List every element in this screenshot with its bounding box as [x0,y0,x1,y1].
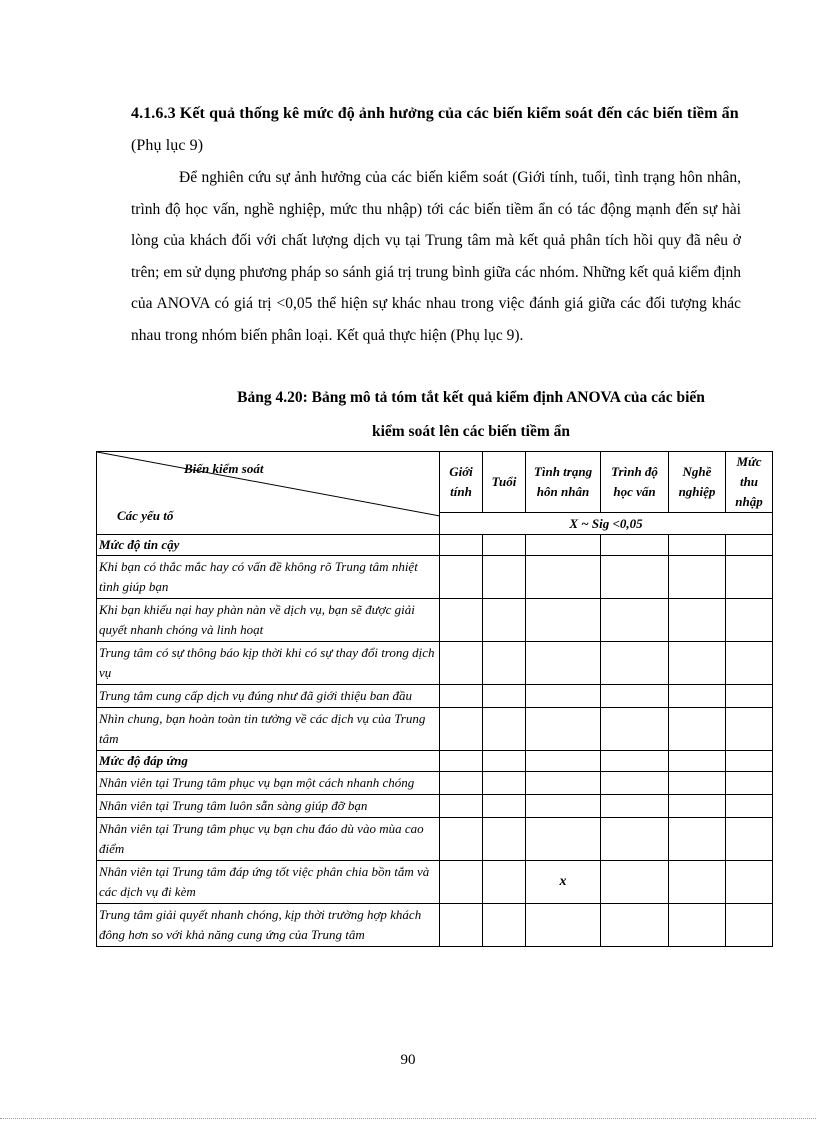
result-cell [726,904,773,947]
result-cell [601,904,669,947]
result-cell [601,861,669,904]
table-row [97,708,773,751]
result-cell [526,556,601,599]
result-cell [440,708,483,751]
result-cell [601,818,669,861]
result-cell [483,642,526,685]
table-row [97,772,773,795]
column-header: Giới tính [440,452,483,513]
table-header-row [97,452,773,513]
row-label: Trung tâm giải quyết nhanh chóng, kịp thời trường hợp khách đông hơn so với khả năng cung ứng của Trung tâm [97,904,440,947]
table-caption-line-1: Bảng 4.20: Bảng mô tả tóm tắt kết quả kiểm định ANOVA của các biến [237,389,705,406]
result-cell [601,599,669,642]
result-cell [440,685,483,708]
result-cell [669,599,726,642]
table-row [97,904,773,947]
result-cell [669,685,726,708]
section-heading [131,98,743,162]
page-footer-divider [0,1118,816,1119]
section-heading-bold: 4.1.6.3 Kết quả thống kê mức độ ảnh hưởng của các biến kiểm soát đến các biến tiềm ẩn [131,105,739,122]
result-cell [601,556,669,599]
column-header: Nghề nghiệp [669,452,726,513]
table-row [97,685,773,708]
anova-summary-table [96,451,773,947]
result-cell [726,642,773,685]
result-cell [526,642,601,685]
empty-cell [601,751,669,772]
result-cell [440,861,483,904]
row-label: Trung tâm có sự thông báo kịp thời khi có sự thay đổi trong dịch vụ [97,642,440,685]
empty-cell [601,535,669,556]
result-cell [440,599,483,642]
table-caption [131,381,811,449]
result-cell [526,772,601,795]
group-label: Mức độ tin cậy [97,535,440,556]
empty-cell [526,535,601,556]
significance-subheader: X ~ Sig <0,05 [440,513,773,535]
result-cell [483,818,526,861]
column-header: Tuổi [483,452,526,513]
empty-cell [483,535,526,556]
result-cell [669,818,726,861]
result-cell [483,904,526,947]
result-cell [726,861,773,904]
result-cell [440,556,483,599]
table-row [97,795,773,818]
result-cell [440,772,483,795]
result-cell [483,795,526,818]
result-cell [726,708,773,751]
row-label: Trung tâm cung cấp dịch vụ đúng như đã giới thiệu ban đầu [97,685,440,708]
result-cell [526,795,601,818]
result-cell [526,685,601,708]
result-cell [726,772,773,795]
empty-cell [483,751,526,772]
result-cell [726,818,773,861]
table-row [97,556,773,599]
result-cell [669,708,726,751]
page-number: 90 [400,1052,416,1068]
significance-mark: x [526,861,601,904]
result-cell [726,795,773,818]
result-cell [726,556,773,599]
result-cell [726,599,773,642]
row-label: Khi bạn khiếu nại hay phàn nàn về dịch vụ, bạn sẽ được giải quyết nhanh chóng và linh hoạt [97,599,440,642]
empty-cell [440,535,483,556]
result-cell [483,772,526,795]
table-row [97,818,773,861]
result-cell [483,556,526,599]
row-label: Nhân viên tại Trung tâm phục vụ bạn chu đáo dù vào mùa cao điểm [97,818,440,861]
table-corner-cell [97,452,440,535]
result-cell [669,904,726,947]
table-caption-line-2: kiểm soát lên các biến tiềm ẩn [371,423,571,440]
table-row [97,599,773,642]
column-header: Trình độ học vấn [601,452,669,513]
table-row [97,642,773,685]
result-cell [669,556,726,599]
result-cell [526,818,601,861]
empty-cell [726,535,773,556]
result-cell [669,795,726,818]
result-cell [601,772,669,795]
row-label: Nhìn chung, bạn hoàn toàn tin tưởng về các dịch vụ của Trung tâm [97,708,440,751]
diagonal-line [97,452,440,538]
empty-cell [726,751,773,772]
result-cell [526,599,601,642]
result-cell [526,708,601,751]
empty-cell [669,535,726,556]
result-cell [601,642,669,685]
column-header: Tình trạng hôn nhân [526,452,601,513]
result-cell [669,772,726,795]
empty-cell [440,751,483,772]
result-cell [440,904,483,947]
result-cell [601,685,669,708]
result-cell [483,599,526,642]
row-label: Nhân viên tại Trung tâm luôn sẵn sàng giúp đỡ bạn [97,795,440,818]
result-cell [726,685,773,708]
group-row [97,751,773,772]
result-cell [483,685,526,708]
result-cell [440,795,483,818]
corner-label-bottom: Các yếu tố [117,508,174,523]
corner-label-top: Biến kiểm soát [184,461,264,476]
result-cell [601,708,669,751]
body-paragraph: Để nghiên cứu sự ảnh hưởng của các biến kiểm soát (Giới tính, tuổi, tình trạng hôn nhân, trình độ học vấn, nghề nghiệp, mức thu nhập) tới các biến tiềm ẩn có tác động mạnh đến sự hài lòng của khách đối với chất lượng dịch vụ tại Trung tâm mà kết quả phân tích hồi quy đã nêu ở trên; em sử dụng phương pháp so sánh giá trị trung bình giữa các nhóm. Những kết quả kiểm định của ANOVA có giá trị <0,05 thể hiện sự khác nhau trong việc đánh giá giữa các đối tượng khác nhau trong nhóm biến phân loại. Kết quả thực hiện (Phụ lục 9). [131,169,741,344]
row-label: Khi bạn có thắc mắc hay có vấn đề không rõ Trung tâm nhiệt tình giúp bạn [97,556,440,599]
table-row [97,861,773,904]
row-label: Nhân viên tại Trung tâm đáp ứng tốt việc phân chia bồn tắm và các dịch vụ đi kèm [97,861,440,904]
group-label: Mức độ đáp ứng [97,751,440,772]
result-cell [601,795,669,818]
result-cell [669,861,726,904]
empty-cell [526,751,601,772]
result-cell [526,904,601,947]
result-cell [483,861,526,904]
result-cell [483,708,526,751]
row-label: Nhân viên tại Trung tâm phục vụ bạn một cách nhanh chóng [97,772,440,795]
column-header: Mức thu nhập [726,452,773,513]
result-cell [440,642,483,685]
section-heading-ref: (Phụ lục 9) [131,137,204,154]
result-cell [440,818,483,861]
result-cell [669,642,726,685]
empty-cell [669,751,726,772]
